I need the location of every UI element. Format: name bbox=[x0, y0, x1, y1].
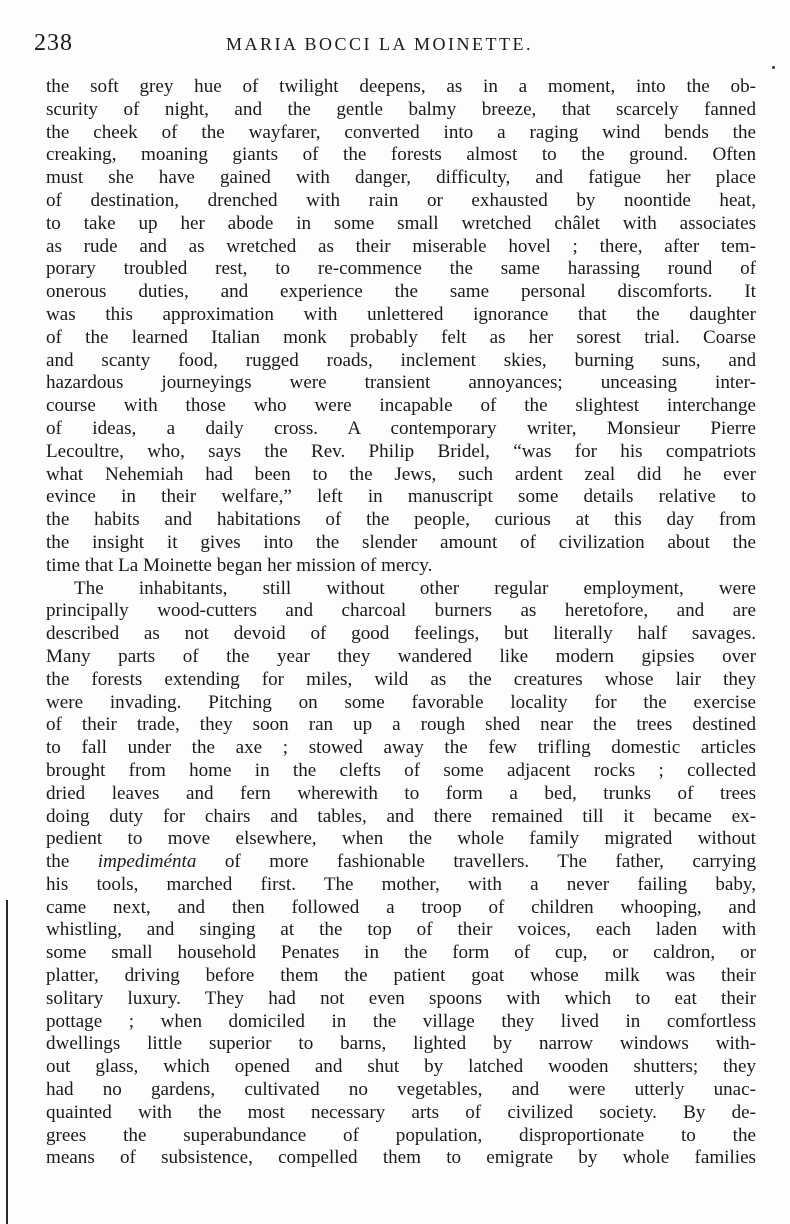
text-line: brought from home in the clefts of some adjacent rocks ; collected bbox=[46, 759, 756, 781]
running-head bbox=[30, 30, 760, 60]
text-line: the cheek of the wayfarer, converted into a raging wind bends the bbox=[46, 121, 756, 143]
text-line: of the learned Italian monk probably felt as her sorest trial. Coarse bbox=[46, 326, 756, 348]
text-line: came next, and then followed a troop of children whooping, and bbox=[46, 896, 756, 918]
text-line: must she have gained with danger, difficulty, and fatigue her place bbox=[46, 167, 756, 189]
text-line-with-italic bbox=[46, 851, 756, 874]
page-number: 238 bbox=[34, 30, 73, 56]
page-edge-shadow bbox=[6, 900, 8, 1224]
text-line: were invading. Pitching on some favorable locality for the exercise bbox=[46, 691, 756, 713]
text-line: of destination, drenched with rain or exhausted by noontide heat, bbox=[46, 189, 756, 211]
text-line: of ideas, a daily cross. A contemporary writer, Monsieur Pierre bbox=[46, 417, 756, 439]
text-line: hazardous journeyings were transient annoyances; unceasing inter- bbox=[46, 372, 756, 394]
text-line: principally wood-cutters and charcoal burners as heretofore, and are bbox=[46, 600, 756, 622]
text-fragment: of more fashionable travellers. The father, carrying bbox=[224, 851, 756, 873]
text-line: out glass, which opened and shut by latched wooden shutters; they bbox=[46, 1056, 756, 1078]
text-line: dried leaves and fern wherewith to form a bed, trunks of trees bbox=[46, 782, 756, 804]
paragraph-end-line: time that La Moinette began her mission of mercy. bbox=[46, 554, 433, 576]
text-line: means of subsistence, compelled them to emigrate by whole families bbox=[46, 1147, 756, 1169]
text-line: the forests extending for miles, wild as the creatures whose lair they bbox=[46, 668, 756, 690]
body-text bbox=[46, 76, 756, 1170]
text-line: dwellings little superior to barns, lighted by narrow windows with- bbox=[46, 1033, 756, 1055]
text-line: pedient to move elsewhere, when the whole family migrated without bbox=[46, 828, 756, 850]
paragraph-start-line: The inhabitants, still without other regular employment, were bbox=[74, 577, 756, 599]
text-line: grees the superabundance of population, disproportionate to the bbox=[46, 1124, 756, 1146]
text-line: some small household Penates in the form of cup, or caldron, or bbox=[46, 942, 756, 964]
text-line: and scanty food, rugged roads, inclement skies, burning suns, and bbox=[46, 349, 756, 371]
text-line: the habits and habitations of the people, curious at this day from bbox=[46, 509, 756, 531]
text-line: as rude and as wretched as their miserable hovel ; there, after tem- bbox=[46, 235, 756, 257]
text-line: quainted with the most necessary arts of civilized society. By de- bbox=[46, 1101, 756, 1123]
text-line: the soft grey hue of twilight deepens, as in a moment, into the ob- bbox=[46, 76, 756, 97]
text-line: porary troubled rest, to re-commence the same harassing round of bbox=[46, 258, 756, 280]
text-line: was this approximation with unlettered ignorance that the daughter bbox=[46, 303, 756, 325]
text-line: described as not devoid of good feelings, but literally half savages. bbox=[46, 623, 756, 645]
text-line: doing duty for chairs and tables, and there remained till it became ex- bbox=[46, 805, 756, 827]
text-line: course with those who were incapable of the slightest interchange bbox=[46, 395, 756, 417]
text-line: scurity of night, and the gentle balmy breeze, that scarcely fanned bbox=[46, 98, 756, 120]
text-line: his tools, marched first. The mother, with a never failing baby, bbox=[46, 873, 756, 895]
text-line: whistling, and singing at the top of their voices, each laden with bbox=[46, 919, 756, 941]
text-line: pottage ; when domiciled in the village they lived in comfortless bbox=[46, 1010, 756, 1032]
text-line: what Nehemiah had been to the Jews, such ardent zeal did he ever bbox=[46, 463, 756, 485]
text-line: to fall under the axe ; stowed away the few trifling domestic articles bbox=[46, 737, 756, 759]
italic-term: impediménta bbox=[97, 851, 197, 873]
text-line: creaking, moaning giants of the forests almost to the ground. Often bbox=[46, 144, 756, 166]
text-line: platter, driving before them the patient goat whose milk was their bbox=[46, 965, 756, 987]
text-line: of their trade, they soon ran up a rough shed near the trees destined bbox=[46, 714, 756, 736]
text-line: to take up her abode in some small wretched châlet with associates bbox=[46, 212, 756, 234]
text-line: had no gardens, cultivated no vegetables, and were utterly unac- bbox=[46, 1079, 756, 1101]
text-fragment: the bbox=[46, 851, 70, 873]
text-line: solitary luxury. They had not even spoons with which to eat their bbox=[46, 987, 756, 1009]
text-line: the insight it gives into the slender amount of civilization about the bbox=[46, 531, 756, 553]
running-title: MARIA BOCCI LA MOINETTE. bbox=[226, 34, 533, 54]
text-line: Lecoultre, who, says the Rev. Philip Bridel, “was for his compatriots bbox=[46, 440, 756, 462]
text-line: evince in their welfare,” left in manuscript some details relative to bbox=[46, 486, 756, 508]
margin-speck bbox=[772, 66, 775, 69]
text-line: Many parts of the year they wandered like modern gipsies over bbox=[46, 645, 756, 667]
text-line: onerous duties, and experience the same personal discomforts. It bbox=[46, 281, 756, 303]
